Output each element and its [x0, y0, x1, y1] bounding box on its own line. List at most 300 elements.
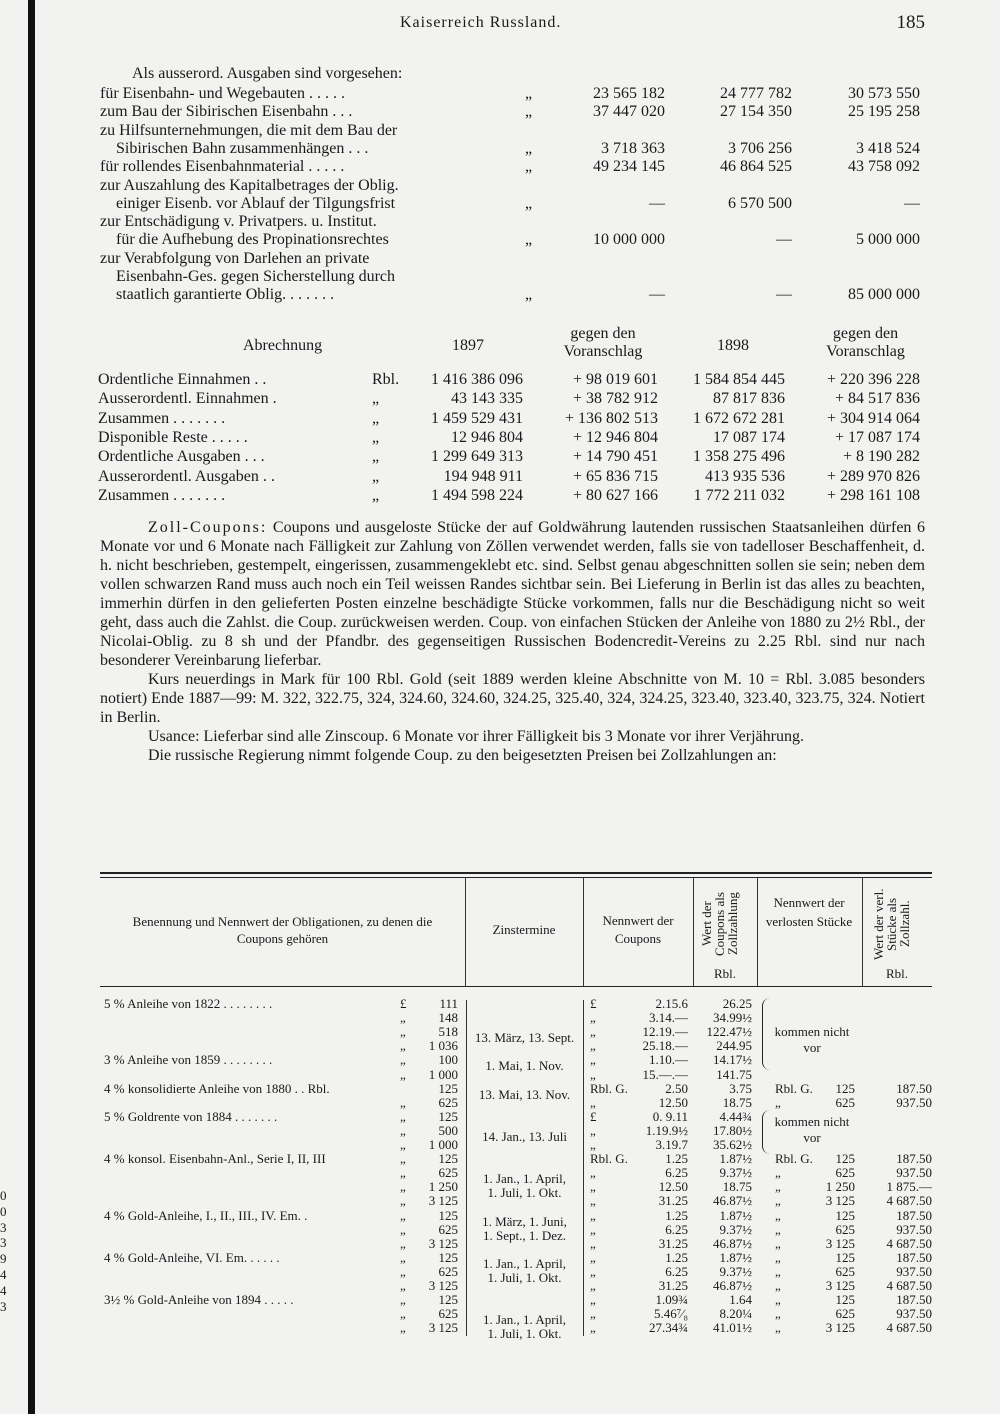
coupon-cur: „	[590, 1010, 596, 1026]
brace-1884	[762, 1110, 771, 1154]
settlement-row-label: Ausserordentl. Einnahmen .	[98, 390, 277, 408]
coupon-customs-value: 41.01½	[713, 1320, 752, 1336]
expense-label: zur Auszahlung des Kapitalbetrages der Oblig.	[100, 176, 399, 194]
header-wert-coupons: Wert der Coupons als Zollzahlung	[699, 892, 740, 956]
drawn-customs-value: 937.50	[896, 1221, 932, 1237]
settlement-1897: 1 299 649 313	[431, 448, 523, 466]
coupon-currency: „	[400, 1151, 406, 1167]
expense-value-1: 10 000 000	[593, 231, 665, 249]
table-top-rule-2	[100, 877, 932, 878]
settlement-1898-diff: + 289 970 826	[826, 467, 920, 485]
coupon-currency: „	[400, 1292, 406, 1308]
drawn-currency: „	[775, 1278, 781, 1293]
coupon-bond-nominal: 625	[438, 1263, 458, 1279]
expense-value-3: 5 000 000	[856, 231, 920, 249]
coupon-customs-value: 122.47½	[706, 1024, 752, 1040]
expense-label: zu Hilfsunternehmungen, die mit dem Bau der	[100, 121, 398, 139]
coupon-cur: „	[590, 1320, 596, 1336]
expense-value-1	[545, 176, 665, 195]
coupon-nominal: 5.46⁷⁄₈	[654, 1306, 688, 1322]
expense-value-1	[545, 212, 665, 231]
drawn-customs-value: 937.50	[896, 1263, 932, 1279]
coupon-customs-value: 26.25	[722, 996, 752, 1011]
drawn-nominal: 625	[835, 1221, 855, 1237]
drawn-nominal: 125	[835, 1249, 855, 1265]
settlement-1898-diff: + 17 087 174	[834, 428, 920, 446]
coupon-cur: £	[590, 996, 597, 1011]
coupon-term: 1. Juli, 1. Okt.	[487, 1185, 562, 1201]
coupon-bond-nominal: 625	[438, 1221, 458, 1237]
coupon-bond-name: 5 % Goldrente von 1884 . . . . . . .	[104, 1108, 278, 1124]
col-divider	[583, 878, 584, 986]
expense-quote: „	[525, 158, 533, 176]
coupon-bond-nominal: 625	[438, 1165, 458, 1181]
coupon-currency: „	[400, 1038, 406, 1054]
settlement-1897: 43 143 335	[451, 390, 523, 408]
coupon-bond-nominal: 3 125	[428, 1235, 458, 1251]
expense-label: zur Entschädigung v. Privatpers. u. Institut.	[100, 213, 377, 231]
margin-digit: 0	[0, 1203, 7, 1219]
coupon-term: 1. März, 1. Juni,	[482, 1213, 567, 1229]
drawn-customs-value: 4 687.50	[886, 1320, 932, 1336]
header-wert-verlost: Wert der verl. Stücke als Zollzahl.	[871, 888, 912, 960]
drawn-customs-value: 187.50	[896, 1080, 932, 1096]
coupon-cur: „	[590, 1292, 596, 1308]
drawn-currency: „	[775, 1165, 781, 1181]
drawn-customs-value: 4 687.50	[886, 1235, 932, 1251]
margin-digits	[0, 1188, 14, 1314]
settlement-1897-diff: + 12 946 804	[572, 428, 658, 446]
running-title: Kaiserreich Russland.	[400, 14, 562, 31]
expense-quote: „	[525, 103, 533, 121]
coupon-customs-value: 34.99½	[713, 1010, 752, 1026]
drawn-currency: „	[775, 1249, 781, 1265]
expense-value-3	[800, 121, 920, 140]
expense-label: Eisenbahn-Ges. gegen Sicherstellung durch	[116, 268, 396, 285]
scan-binding-edge	[28, 0, 35, 1414]
usance-paragraph: Usance: Lieferbar sind alle Zinscoup. 6 Monate vor ihrer Fälligkeit bis 3 Monate vor ihrer Verjährung.	[148, 728, 804, 745]
drawn-customs-value: 937.50	[896, 1165, 932, 1181]
coupon-bond-nominal: 500	[438, 1122, 458, 1138]
coupon-nominal: 15.—.—	[642, 1066, 688, 1082]
text-block	[100, 518, 925, 765]
expense-value-2	[672, 249, 792, 268]
expense-value-3: 43 758 092	[848, 158, 920, 176]
settlement-1898: 1 772 211 032	[693, 486, 785, 504]
expense-value-1: 3 718 363	[601, 139, 665, 157]
coupon-nominal: 3.14.—	[649, 1010, 688, 1026]
coupon-bond-nominal: 125	[438, 1292, 458, 1308]
coupon-bond-name: 4 % Gold-Anleihe, VI. Em. . . . . .	[104, 1249, 280, 1265]
expense-value-1: —	[649, 286, 665, 304]
drawn-currency: „	[775, 1179, 781, 1195]
drawn-nominal: 125	[835, 1151, 855, 1167]
coupon-nominal: 1.25	[665, 1207, 688, 1223]
coupon-nominal: 6.25	[665, 1221, 688, 1237]
drawn-customs-value: 187.50	[896, 1292, 932, 1308]
drawn-currency: „	[775, 1207, 781, 1223]
coupon-currency: „	[400, 1221, 406, 1237]
coupon-cur: „	[590, 1094, 596, 1110]
coupon-currency: „	[400, 1165, 406, 1181]
expense-value-3: 3 418 524	[856, 139, 920, 157]
expense-value-2: 27 154 350	[720, 103, 792, 121]
drawn-nominal: 1 250	[825, 1179, 855, 1195]
coupon-nominal: 2.15.6	[655, 996, 688, 1011]
settlement-1898-diff: + 220 396 228	[826, 371, 920, 388]
margin-digit: 9	[0, 1251, 7, 1267]
settlement-1897-diff: + 38 782 912	[572, 390, 658, 408]
expense-quote: „	[525, 286, 533, 304]
expense-value-2	[672, 212, 792, 231]
coupon-customs-value: 1.64	[729, 1292, 752, 1308]
coupon-term: 1. Sept., 1. Dez.	[482, 1227, 567, 1243]
expense-value-3: 25 195 258	[848, 103, 920, 121]
expense-value-3	[800, 267, 920, 286]
coupon-nominal: 12.19.—	[642, 1024, 688, 1040]
coupon-bond-nominal: 1 000	[428, 1066, 458, 1082]
coupon-customs-value: 18.75	[722, 1094, 752, 1110]
settlement-header-vs-1897: gegen den Voranschlag	[563, 325, 643, 360]
coupon-bond-nominal: 3 125	[428, 1278, 458, 1293]
coupon-nominal: 3.19.7	[655, 1137, 688, 1152]
settlement-row-label: Ordentliche Ausgaben . . .	[98, 448, 265, 466]
settlement-1897: 1 416 386 096	[431, 371, 523, 388]
expense-value-1: 23 565 182	[593, 85, 665, 102]
settlement-1898: 87 817 836	[713, 390, 785, 408]
drawn-nominal: 125	[835, 1207, 855, 1223]
drawn-currency: „	[775, 1193, 781, 1209]
coupon-currency: „	[400, 1108, 406, 1124]
coupon-currency: „	[400, 1278, 406, 1293]
coupon-nominal: 6.25	[665, 1263, 688, 1279]
coupon-cur: „	[590, 1137, 596, 1152]
expense-value-2	[672, 121, 792, 140]
coupon-term: 1. Jan., 1. April,	[482, 1312, 567, 1328]
coupon-customs-value: 18.75	[722, 1179, 752, 1195]
coupon-currency: „	[400, 1066, 406, 1082]
zoll-coupons-heading: Zoll-Coupons:	[148, 519, 268, 536]
expense-value-3: —	[904, 194, 920, 212]
col-divider	[693, 878, 694, 986]
coupon-bond-nominal: 125	[438, 1249, 458, 1265]
margin-digit: 0	[0, 1188, 7, 1203]
drawn-nominal: 625	[835, 1165, 855, 1181]
coupon-cur: „	[590, 1263, 596, 1279]
settlement-1897-diff: + 98 019 601	[572, 371, 658, 388]
settlement-row-label: Disponible Reste . . . . .	[98, 428, 248, 446]
settlement-1898: 1 672 672 281	[693, 409, 785, 427]
drawn-nominal: 125	[835, 1080, 855, 1096]
coupon-nominal: 1.19.9½	[645, 1122, 688, 1138]
header-nennwert-coupons: Nennwert der Coupons	[602, 913, 674, 946]
coupon-bond-nominal: 1 250	[428, 1179, 458, 1195]
page-header	[100, 10, 925, 36]
expense-value-3	[800, 249, 920, 268]
header-nennwert-verlost: Nennwert der verlosten Stücke	[765, 895, 853, 929]
settlement-1897: 194 948 911	[443, 467, 523, 485]
coupon-nominal: 31.25	[658, 1193, 688, 1209]
expense-value-1: —	[649, 194, 665, 212]
coupon-currency: „	[400, 1235, 406, 1251]
coupon-nominal: 31.25	[658, 1278, 688, 1293]
coupon-bond-name: 4 % konsolidierte Anleihe von 1880 . . Rbl.	[104, 1080, 330, 1096]
coupon-nominal: 31.25	[658, 1235, 688, 1251]
coupon-nominal: 1.10.—	[649, 1052, 688, 1068]
coupon-cur: „	[590, 1249, 596, 1265]
coupon-currency: „	[400, 1249, 406, 1265]
expense-label: für rollendes Eisenbahnmaterial . . . . .	[100, 158, 345, 176]
coupon-cur: „	[590, 1165, 596, 1181]
expense-value-1	[545, 121, 665, 140]
coupon-nominal: 1.25	[665, 1151, 688, 1167]
coupon-nominal: 1.09¾	[655, 1292, 688, 1308]
drawn-currency: „	[775, 1235, 781, 1251]
margin-digit: 3	[0, 1235, 7, 1251]
coupon-term: 1. Mai, 1. Nov.	[485, 1058, 564, 1074]
expense-quote: „	[525, 194, 533, 212]
coupon-term: 1. Jan., 1. April,	[482, 1171, 567, 1187]
coupon-bond-name: 4 % Gold-Anleihe, I., II., III., IV. Em. .	[104, 1207, 308, 1223]
expense-label: für Eisenbahn- und Wegebauten . . . . .	[100, 85, 346, 102]
drawn-nominal: 625	[835, 1306, 855, 1322]
page-number: 185	[896, 12, 925, 33]
header-zinstermine: Zinstermine	[492, 922, 556, 937]
coupon-customs-value: 9.37½	[719, 1165, 752, 1181]
zoll-coupons-body: Coupons und ausgeloste Stücke der auf Goldwährung lautenden russischen Staatsanleihen dürfen 6 Monate vor und 6 Monate nach Fälligkeit zur Zahlung von Zöllen verwendet werden, falls sie von tadelloser Beschaffenheit, d. h. nicht beschrieben, gestempelt, eingerissen, zusammengeklebt etc. sind. Selbst genau abgeschnitten sollen sie sein; neben dem vollen schwarzen Rand muss auch noch ein Teil weissen Randes sichtbar sein. Bei Lieferung in Berlin ist das alles zu beachten, immerhin dürfen in den gelieferten Posten einzelne beschädigte Stücke vorkommen, falls nur die Beschädigung nicht so weit geht, dass auch die Zahlst. die Coup. zurückweisen werden. Coup. von einfachen Stücken der Anleihe von 1880 zu 2½ Rbl., der Nicolai-Oblig. zu 8 sh und der Pfandbr. des gegenseitigen Russischen Bodencredit-Vereins zu 2.25 Rbl. sind nur nach besonderer Vereinbarung lieferbar.	[100, 519, 925, 669]
drawn-customs-value: 937.50	[896, 1094, 932, 1110]
coupon-customs-value: 1.87½	[719, 1151, 752, 1167]
table-top-rule	[100, 872, 932, 874]
settlement-header-1898: 1898	[717, 337, 749, 354]
expense-value-2: —	[776, 231, 792, 249]
settlement-row-label: Ausserordentl. Ausgaben . .	[98, 467, 275, 485]
coupon-currency: „	[400, 1207, 406, 1223]
drawn-nominal: 3 125	[825, 1320, 855, 1336]
coupon-bond-nominal: 125	[438, 1080, 458, 1096]
expense-quote: „	[525, 231, 533, 249]
coupon-bond-name: 3 % Anleihe von 1859 . . . . . . . .	[104, 1052, 273, 1068]
coupon-customs-value: 3.75	[729, 1080, 752, 1096]
coupon-bond-nominal: 125	[438, 1207, 458, 1223]
coupon-currency: „	[400, 1052, 406, 1068]
coupon-bond-nominal: 111	[439, 996, 458, 1011]
coupon-bond-nominal: 3 125	[428, 1320, 458, 1336]
coupon-customs-value: 1.87½	[719, 1207, 752, 1223]
expense-value-2: 6 570 500	[728, 194, 792, 212]
drawn-customs-value: 187.50	[896, 1207, 932, 1223]
margin-digit: 4	[0, 1282, 7, 1298]
coupon-customs-value: 14.17½	[713, 1052, 752, 1068]
expense-label: zur Verabfolgung von Darlehen an private	[100, 249, 370, 267]
settlement-1898: 1 584 854 445	[693, 371, 785, 388]
coupon-currency: „	[400, 1094, 406, 1110]
settlement-row-label: Ordentliche Einnahmen . .	[98, 371, 267, 388]
settlement-row-unit: „	[372, 390, 380, 408]
coupon-bond-nominal: 100	[438, 1052, 458, 1068]
drawn-currency: „	[775, 1094, 781, 1110]
coupon-customs-value: 4.44¾	[719, 1108, 752, 1124]
regierung-paragraph: Die russische Regierung nimmt folgende Coup. zu den beigesetzten Preisen bei Zollzahlungen an:	[148, 747, 777, 764]
expense-value-2: —	[776, 286, 792, 304]
drawn-nominal: 125	[835, 1292, 855, 1308]
coupon-bond-nominal: 625	[438, 1306, 458, 1322]
note-1822: kommen nicht vor	[774, 1024, 850, 1055]
drawn-currency: „	[775, 1221, 781, 1237]
coupon-cur: „	[590, 1122, 596, 1138]
header-benennung: Benennung und Nennwert der Obligationen, zu denen die Coupons gehören	[132, 914, 433, 946]
drawn-nominal: 625	[835, 1263, 855, 1279]
col-divider	[583, 1000, 584, 1336]
coupon-customs-value: 17.80½	[713, 1122, 752, 1138]
table-header-rule	[100, 986, 932, 987]
coupon-customs-value: 9.37½	[719, 1263, 752, 1279]
drawn-customs-value: 1 875.—	[886, 1179, 932, 1195]
coupon-nominal: 0. 9.11	[652, 1108, 688, 1124]
expense-value-2	[672, 176, 792, 195]
coupon-customs-value: 9.37½	[719, 1221, 752, 1237]
coupon-bond-nominal: 3 125	[428, 1193, 458, 1209]
coupon-customs-value: 8.20¼	[719, 1306, 752, 1322]
coupon-bond-nominal: 625	[438, 1094, 458, 1110]
settlement-1898-diff: + 304 914 064	[826, 409, 920, 427]
drawn-customs-value: 4 687.50	[886, 1278, 932, 1293]
coupon-nominal: 25.18.—	[642, 1038, 688, 1054]
coupon-bond-nominal: 125	[438, 1108, 458, 1124]
settlement-row-label: Zusammen . . . . . . .	[98, 486, 226, 504]
settlement-row-label: Zusammen . . . . . . .	[98, 409, 226, 427]
expense-value-2: 24 777 782	[720, 85, 792, 102]
settlement-header-label: Abrechnung	[243, 337, 323, 354]
expense-value-1: 37 447 020	[593, 103, 665, 121]
drawn-nominal: 3 125	[825, 1235, 855, 1251]
col-divider	[757, 878, 758, 986]
coupon-nominal: 27.34¾	[649, 1320, 688, 1336]
coupon-customs-value: 46.87½	[713, 1278, 752, 1293]
settlement-header-1897: 1897	[452, 337, 484, 354]
expense-value-2: 46 864 525	[720, 158, 792, 176]
coupon-currency: „	[400, 1306, 406, 1322]
settlement-header-vs-1898: gegen den Voranschlag	[826, 325, 905, 360]
settlement-1898-diff: + 8 190 282	[842, 448, 920, 466]
drawn-currency: „	[775, 1292, 781, 1308]
settlement-1897-diff: + 14 790 451	[572, 448, 658, 466]
coupon-cur: „	[590, 1052, 596, 1068]
kurs-paragraph: Kurs neuerdings in Mark für 100 Rbl. Gold (seit 1889 werden kleine Abschnitte von M. 10 = Rbl. 3.085 besonders notiert) Ende 1887—99: M. 322, 322.75, 324, 324.60, 324.60, 324.25, 325.40, 324, 324.25, 323.40, 323.40, 323.75, 324. Notiert in Berlin.	[100, 671, 925, 726]
settlement-1897: 1 494 598 224	[431, 486, 523, 504]
coupon-currency: „	[400, 1024, 406, 1040]
expense-value-1	[545, 267, 665, 286]
drawn-nominal: 3 125	[825, 1278, 855, 1293]
coupon-bond-nominal: 518	[438, 1024, 458, 1040]
coupon-nominal: 12.50	[658, 1094, 688, 1110]
expense-label: zum Bau der Sibirischen Eisenbahn . . .	[100, 103, 353, 121]
drawn-customs-value: 4 687.50	[886, 1193, 932, 1209]
coupon-term: 1. Juli, 1. Okt.	[487, 1326, 562, 1342]
coupon-term: 1. Juli, 1. Okt.	[487, 1269, 562, 1285]
coupon-currency: „	[400, 1010, 406, 1026]
coupon-term: 13. März, 13. Sept.	[474, 1030, 575, 1046]
expense-value-2	[672, 267, 792, 286]
coupon-nominal: 12.50	[658, 1179, 688, 1195]
header-wert-coupons-unit: Rbl.	[713, 966, 737, 981]
expense-quote: „	[525, 85, 533, 102]
settlement-1898: 17 087 174	[713, 428, 785, 446]
coupon-bond-nominal: 1 000	[428, 1137, 458, 1152]
coupon-bond-name: 4 % konsol. Eisenbahn-Anl., Serie I, II, III	[104, 1151, 326, 1167]
coupon-customs-value: 1.87½	[719, 1249, 752, 1265]
coupon-term: 1. Jan., 1. April,	[482, 1255, 567, 1271]
expense-value-1: 49 234 145	[593, 158, 665, 176]
zoll-coupons-paragraph	[100, 518, 925, 670]
coupon-currency: „	[400, 1320, 406, 1336]
drawn-currency: „	[775, 1263, 781, 1279]
coupon-cur: „	[590, 1235, 596, 1251]
drawn-currency: Rbl. G.	[775, 1151, 813, 1167]
coupon-cur: „	[590, 1038, 596, 1054]
coupon-cur: „	[590, 1207, 596, 1223]
expense-label: einiger Eisenb. vor Ablauf der Tilgungsfrist	[116, 194, 396, 212]
coupon-currency: „	[400, 1193, 406, 1209]
margin-digit: 3	[0, 1298, 7, 1314]
coupon-bond-nominal: 1 036	[428, 1038, 458, 1054]
settlement-1898: 413 935 536	[705, 467, 785, 485]
coupon-bond-nominal: 125	[438, 1151, 458, 1167]
settlement-row-unit: „	[372, 467, 380, 485]
brace-1822	[762, 998, 771, 1070]
drawn-nominal: 3 125	[825, 1193, 855, 1209]
margin-digit: 3	[0, 1219, 7, 1235]
coupon-customs-value: 46.87½	[713, 1235, 752, 1251]
coupon-nominal: 6.25	[665, 1165, 688, 1181]
expense-label: staatlich garantierte Oblig. . . . . . .	[116, 286, 335, 304]
settlement-row-unit: „	[372, 486, 380, 504]
expense-label: Sibirischen Bahn zusammenhängen . . .	[116, 139, 369, 157]
settlement-1897-diff: + 80 627 166	[572, 486, 658, 504]
drawn-customs-value: 187.50	[896, 1249, 932, 1265]
coupon-customs-value: 35.62½	[713, 1137, 752, 1152]
coupon-cur: „	[590, 1024, 596, 1040]
expense-value-2: 3 706 256	[728, 139, 792, 157]
coupon-bond-name: 3½ % Gold-Anleihe von 1894 . . . . .	[104, 1292, 294, 1308]
coupon-customs-value: 141.75	[716, 1066, 752, 1082]
expense-value-3	[800, 176, 920, 195]
settlement-row-unit: „	[372, 428, 380, 446]
settlement-1898-diff: + 84 517 836	[834, 390, 920, 408]
settlement-1897-diff: + 65 836 715	[572, 467, 658, 485]
expense-value-1	[545, 249, 665, 268]
expense-value-3: 30 573 550	[848, 85, 920, 102]
coupon-customs-value: 46.87½	[713, 1193, 752, 1209]
settlement-1898-diff: + 298 161 108	[826, 486, 920, 504]
settlement-1898: 1 358 275 496	[693, 448, 785, 466]
col-divider	[465, 878, 466, 986]
col-divider	[862, 878, 863, 986]
coupon-nominal: 2.50	[665, 1080, 688, 1096]
coupon-cur: £	[590, 1108, 597, 1124]
coupon-customs-value: 244.95	[716, 1038, 752, 1054]
coupon-cur: Rbl. G.	[590, 1151, 628, 1167]
header-wert-verlost-unit: Rbl.	[885, 966, 909, 981]
expense-value-3	[800, 212, 920, 231]
coupon-cur: Rbl. G.	[590, 1080, 628, 1096]
expense-label: für die Aufhebung des Propinationsrechtes	[116, 231, 389, 249]
drawn-customs-value: 937.50	[896, 1306, 932, 1322]
coupon-cur: „	[590, 1278, 596, 1293]
expenses-intro: Als ausserord. Ausgaben sind vorgesehen:	[132, 65, 403, 82]
coupon-currency: „	[400, 1137, 406, 1152]
settlement-row-unit: Rbl.	[372, 371, 400, 388]
